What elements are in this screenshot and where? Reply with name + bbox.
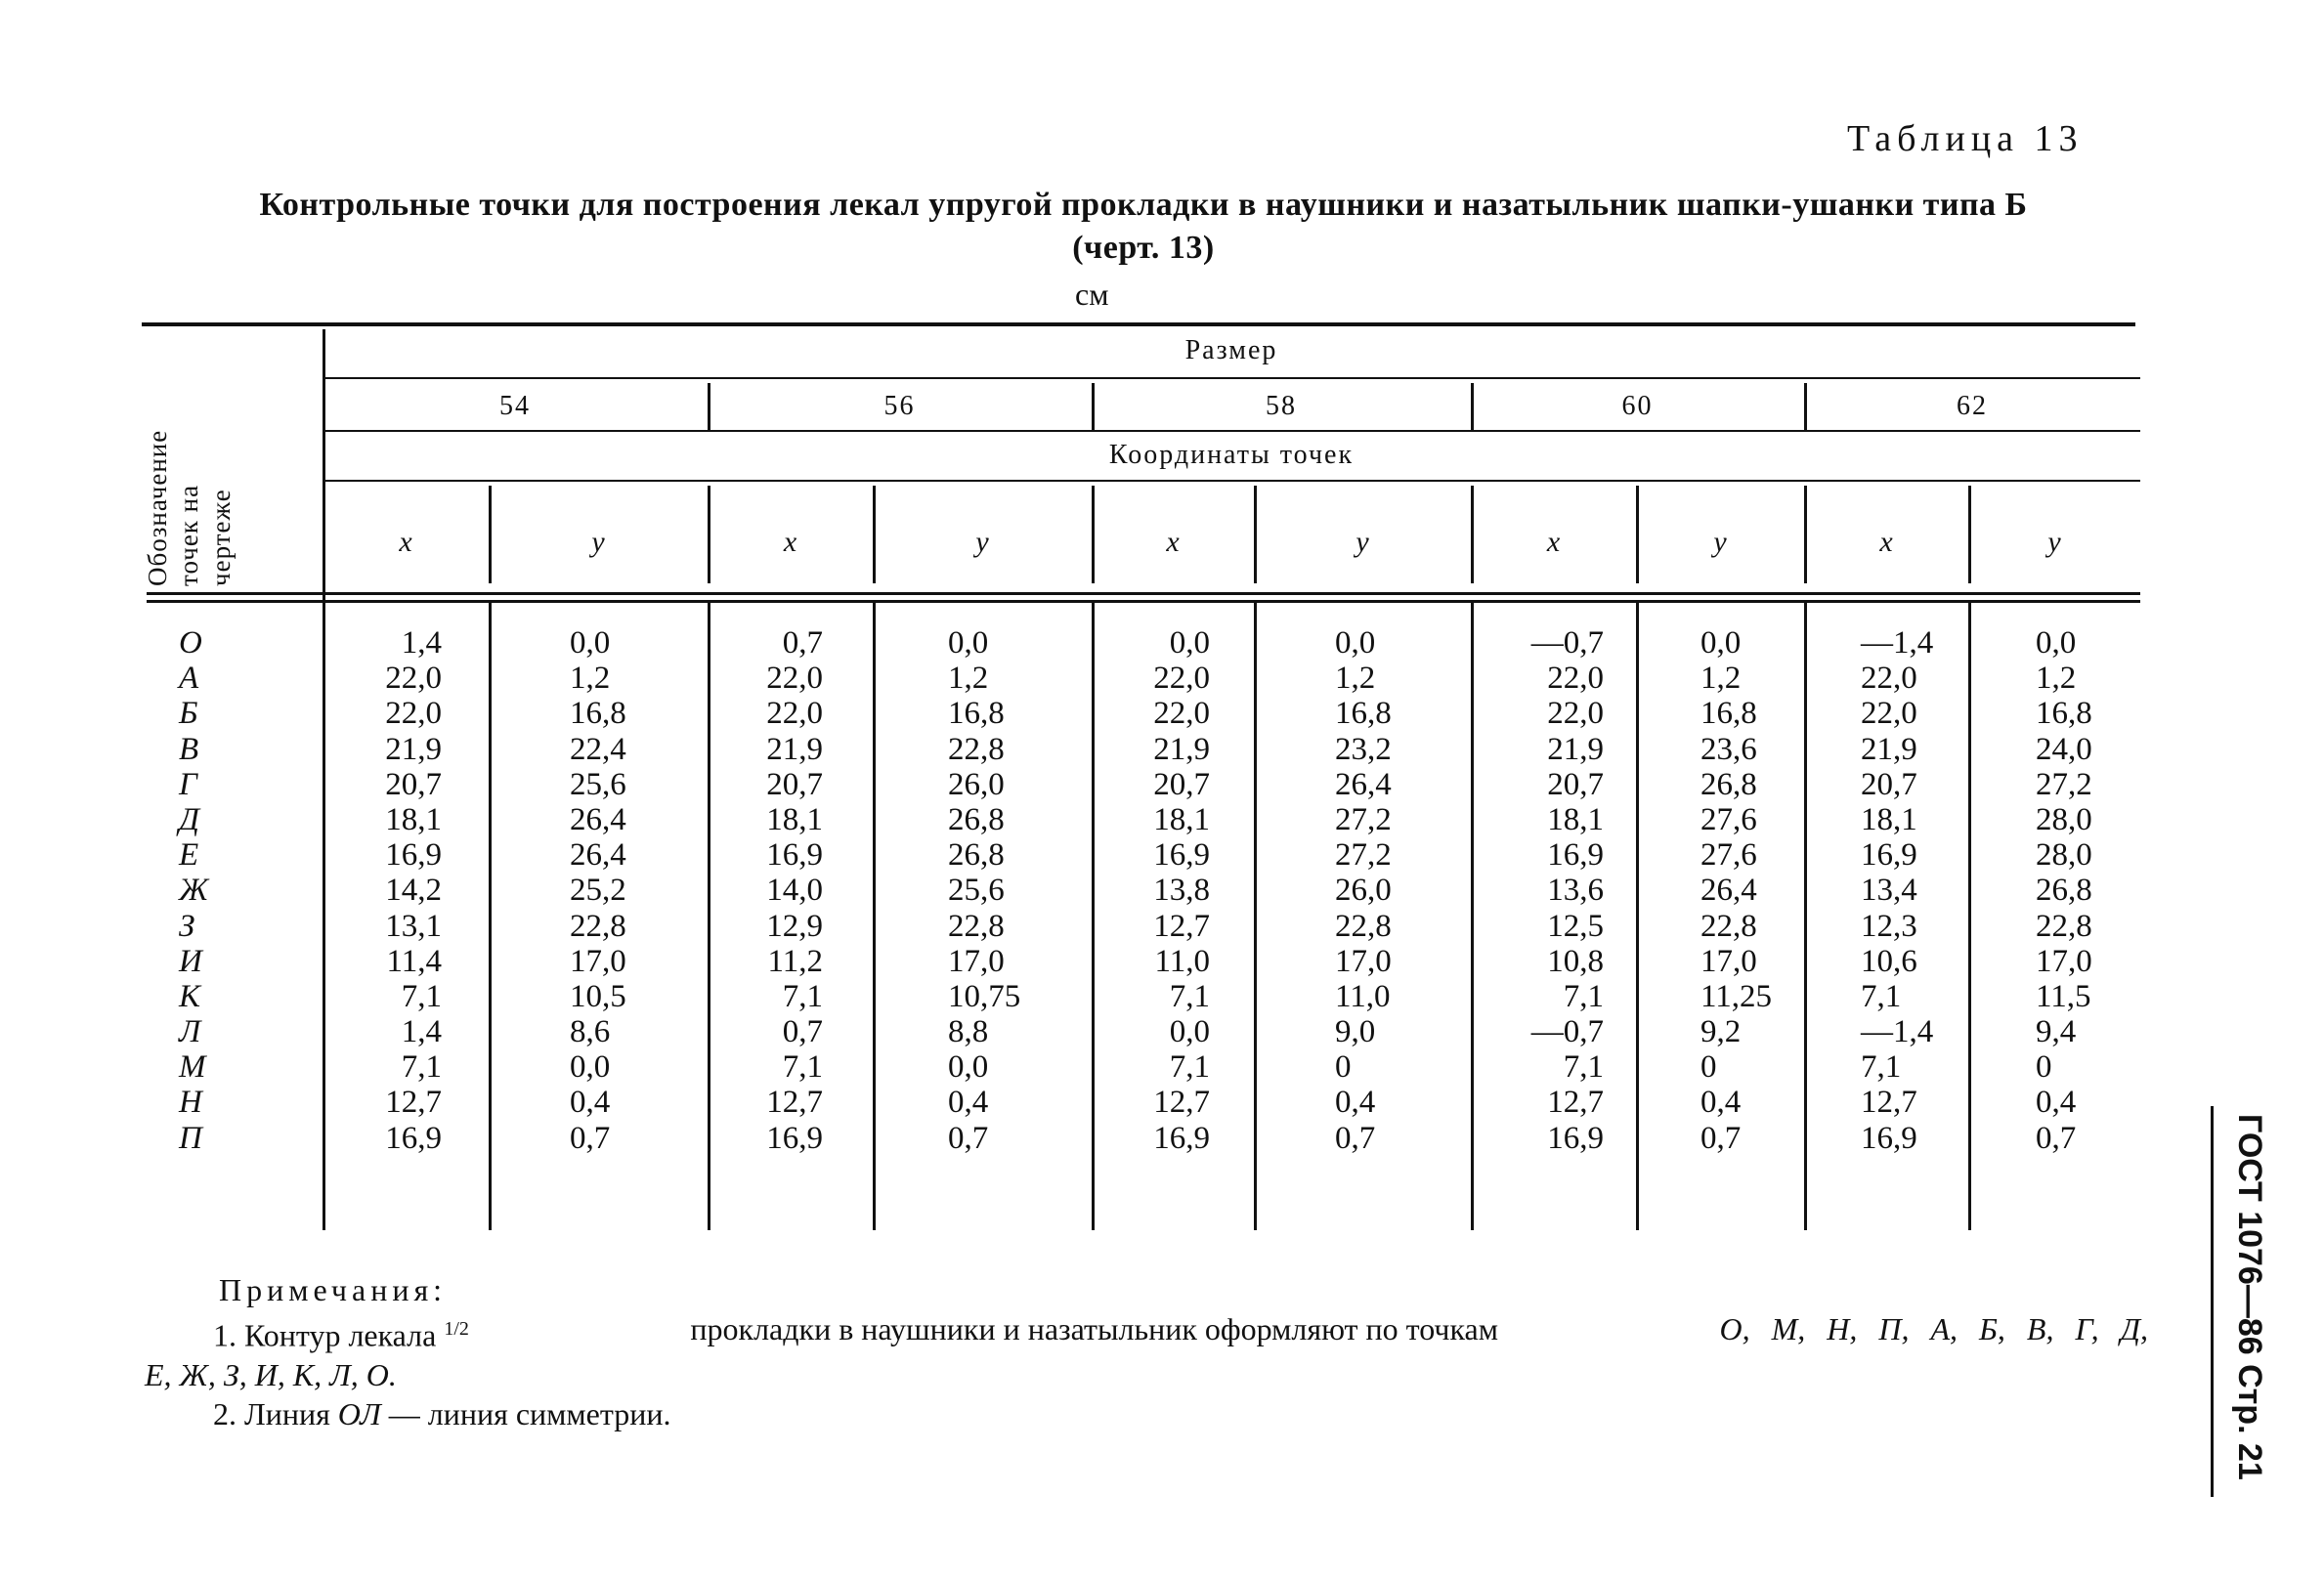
table-cell: 20,7 (766, 766, 823, 802)
table-cell: 27,6 (1700, 837, 1757, 874)
point-label: П (179, 1120, 202, 1156)
table-cell: 7,1 (401, 978, 442, 1014)
table-caption (137, 184, 2150, 270)
point-label: Г (179, 766, 197, 802)
table-cell: 26,4 (1335, 766, 1392, 802)
table-cell: 25,2 (570, 873, 626, 909)
table-cell: —1,4 (1861, 625, 1934, 661)
point-label: З (179, 908, 195, 944)
table-cell: 18,1 (1861, 801, 1917, 837)
caption-line2: (черт. 13) (1072, 230, 1215, 267)
note-1-line-2: Е, Ж, З, И, К, Л, О. (145, 1356, 397, 1392)
point-label: А (179, 661, 199, 697)
table-cell: 22,0 (1547, 661, 1604, 697)
table-cell: 12,9 (766, 908, 823, 944)
table-cell: 0,4 (948, 1085, 989, 1121)
table-label: Таблица 13 (1847, 118, 2084, 159)
table-cell: 16,8 (948, 696, 1005, 732)
table-cell: 16,9 (1547, 837, 1604, 874)
column-divider (1968, 603, 1971, 1230)
table-cell: 0,4 (1335, 1085, 1376, 1121)
table-cell: 0,0 (1169, 625, 1210, 661)
table-cell: 26,4 (570, 837, 626, 874)
table-cell: 0,0 (570, 625, 611, 661)
table-cell: 28,0 (2036, 801, 2092, 837)
table-cell: 1,2 (1335, 661, 1376, 697)
table-cell: 17,0 (948, 943, 1005, 979)
column-divider (708, 603, 710, 1230)
table-cell: 26,0 (948, 766, 1005, 802)
note-point: В, (2026, 1311, 2054, 1346)
table-cell: 0,7 (2036, 1120, 2077, 1156)
table-cell: 1,2 (1700, 661, 1742, 697)
axis-y: y (975, 526, 989, 558)
table-cell: 12,7 (1861, 1085, 1917, 1121)
table-cell: 22,8 (570, 908, 626, 944)
value-column (1700, 625, 1772, 1156)
point-label: О (179, 625, 202, 661)
table-cell: 16,8 (1700, 696, 1757, 732)
table-cell: 16,8 (1335, 696, 1392, 732)
table-cell: 11,5 (2036, 978, 2091, 1014)
table-cell: 26,8 (1700, 766, 1757, 802)
table-cell: 23,2 (1335, 731, 1392, 767)
note-1-line-1: 1. Контур лекала $^{1/2}$ прокладки в наушники и назатыльник оформляют по точкам О, М, Н, П, А, Б, В, Г, Д, (213, 1311, 2148, 1353)
table-cell: 11,2 (767, 943, 823, 979)
value-column (1531, 625, 1604, 1156)
point-label: Е (179, 837, 199, 874)
table-cell: 0,7 (782, 625, 823, 661)
table-cell: 21,9 (1153, 731, 1210, 767)
column-divider (489, 603, 492, 1230)
table-cell: 21,9 (1861, 731, 1917, 767)
table-cell: 7,1 (1861, 1049, 1902, 1086)
axis-x: x (1546, 526, 1561, 558)
table-cell: 12,3 (1861, 908, 1917, 944)
axis-x: x (1879, 526, 1893, 558)
value-column (766, 625, 823, 1156)
table-cell: —0,7 (1530, 625, 1604, 661)
value-column (2036, 625, 2092, 1156)
table-cell: 1,2 (2036, 661, 2077, 697)
table-cell: 14,2 (385, 873, 442, 909)
table-cell: 11,25 (1700, 978, 1773, 1014)
table-cell: 13,8 (1153, 873, 1210, 909)
table-cell: 1,4 (401, 625, 442, 661)
table-cell: 0,0 (1700, 625, 1742, 661)
value-column (1335, 625, 1392, 1156)
table-cell: 12,7 (385, 1085, 442, 1121)
column-divider (1804, 603, 1807, 1230)
column-divider (1636, 603, 1639, 1230)
table-cell: 18,1 (385, 801, 442, 837)
table-cell: 0,7 (782, 1014, 823, 1050)
table-cell: 18,1 (1153, 801, 1210, 837)
size-rule (323, 377, 2140, 379)
table-cell: 16,9 (1861, 1120, 1917, 1156)
table-cell: 22,8 (2036, 908, 2092, 944)
header-double-rule-2 (147, 600, 2140, 603)
table-cell: 22,0 (385, 696, 442, 732)
column-divider (1254, 603, 1257, 1230)
table-cell: 26,0 (1335, 873, 1392, 909)
table-cell: 0,7 (1700, 1120, 1742, 1156)
table-cell: 0 (2036, 1049, 2052, 1086)
table-cell: 22,8 (1700, 908, 1757, 944)
table-cell: 9,4 (2036, 1014, 2077, 1050)
note-point: Д, (2120, 1311, 2148, 1346)
table-cell: 1,4 (401, 1014, 442, 1050)
note-point: Г, (2075, 1311, 2099, 1346)
table-cell: 8,6 (570, 1014, 611, 1050)
point-label: В (179, 731, 199, 767)
point-label: Н (179, 1085, 202, 1121)
notes-title: Примечания: (219, 1272, 448, 1307)
note-point: Б, (1979, 1311, 2005, 1346)
axis-x: x (783, 526, 797, 558)
size-58: 58 (1266, 391, 1297, 421)
table-cell: 16,8 (2036, 696, 2092, 732)
table-cell: 7,1 (401, 1049, 442, 1086)
note-2: 2. Линия ОЛ — линия симметрии. (213, 1395, 671, 1431)
table-cell: 17,0 (1335, 943, 1392, 979)
table-cell: 0,4 (1700, 1085, 1742, 1121)
point-label: К (179, 978, 200, 1014)
table-cell: 16,9 (1547, 1120, 1604, 1156)
table-cell: 16,9 (385, 1120, 442, 1156)
table-cell: 16,9 (1861, 837, 1917, 874)
table-cell: 17,0 (2036, 943, 2092, 979)
size-56: 56 (883, 391, 916, 421)
note-point: М, (1771, 1311, 1806, 1346)
point-label: И (179, 943, 202, 979)
table-cell: 21,9 (385, 731, 442, 767)
table-cell: 18,1 (766, 801, 823, 837)
table-cell: 26,8 (948, 801, 1005, 837)
table-cell: 20,7 (385, 766, 442, 802)
table-cell: 14,0 (766, 873, 823, 909)
axis-y: y (1713, 526, 1727, 558)
table-cell: 13,1 (385, 908, 442, 944)
table-cell: 26,8 (948, 837, 1005, 874)
table-cell: 0,7 (948, 1120, 989, 1156)
table-cell: 17,0 (1700, 943, 1757, 979)
table-cell: 0 (1700, 1049, 1717, 1086)
table-cell: 13,6 (1547, 873, 1604, 909)
point-column (179, 625, 208, 1156)
caption-line1: Контрольные точки для построения лекал упругой прокладки в наушники и назатыльник шапки-ушанки типа Б (259, 187, 2028, 223)
table-cell: 7,1 (1563, 1049, 1604, 1086)
table-cell: 10,8 (1547, 943, 1604, 979)
table-cell: 18,1 (1547, 801, 1604, 837)
table-cell: 12,7 (1547, 1085, 1604, 1121)
table-cell: 21,9 (766, 731, 823, 767)
table-cell: 1,2 (570, 661, 611, 697)
table-cell: 22,8 (948, 908, 1005, 944)
table-cell: 20,7 (1153, 766, 1210, 802)
table-cell: 0,0 (2036, 625, 2077, 661)
axis-y: y (591, 526, 605, 558)
table-cell: 26,8 (2036, 873, 2092, 909)
table-cell: 10,6 (1861, 943, 1917, 979)
table-cell: 0,0 (570, 1049, 611, 1086)
coords-rule (323, 480, 2140, 482)
value-column (385, 625, 442, 1156)
table-cell: —0,7 (1530, 1014, 1604, 1050)
table-cell: 7,1 (782, 978, 823, 1014)
table-cell: 24,0 (2036, 731, 2092, 767)
table-cell: 11,0 (1335, 978, 1391, 1014)
table-cell: 16,9 (1153, 837, 1210, 874)
table-cell: 11,0 (1154, 943, 1210, 979)
table-cell: 7,1 (1563, 978, 1604, 1014)
note-point: А, (1930, 1311, 1958, 1346)
table-cell: 12,7 (1153, 1085, 1210, 1121)
table-cell: 17,0 (570, 943, 626, 979)
table-cell: —1,4 (1861, 1014, 1934, 1050)
table-cell: 16,9 (385, 837, 442, 874)
axis-y: y (1356, 526, 1369, 558)
value-column (948, 625, 1020, 1156)
size-62: 62 (1957, 391, 1988, 421)
table-cell: 11,4 (386, 943, 442, 979)
table-cell: 22,0 (1861, 661, 1917, 697)
table-cell: 27,2 (1335, 837, 1392, 874)
table-cell: 1,2 (948, 661, 989, 697)
table-cell: 20,7 (1547, 766, 1604, 802)
table-cell: 22,0 (1547, 696, 1604, 732)
table-cell: 25,6 (948, 873, 1005, 909)
table-cell: 21,9 (1547, 731, 1604, 767)
note-point: О, (1719, 1311, 1750, 1346)
table-cell: 7,1 (782, 1049, 823, 1086)
table-cell: 12,7 (1153, 908, 1210, 944)
table-cell: 22,0 (766, 696, 823, 732)
size-54: 54 (499, 391, 531, 421)
table-cell: 0,7 (570, 1120, 611, 1156)
column-divider (1092, 603, 1095, 1230)
table-cell: 0 (1335, 1049, 1352, 1086)
table-cell: 12,7 (766, 1085, 823, 1121)
point-label: Ж (179, 873, 209, 909)
value-column (570, 625, 626, 1156)
table-cell: 27,2 (1335, 801, 1392, 837)
table-cell: 0,0 (1169, 1014, 1210, 1050)
point-label: М (179, 1049, 206, 1086)
table-cell: 20,7 (1861, 766, 1917, 802)
table-cell: 7,1 (1861, 978, 1902, 1014)
table-cell: 0,0 (1335, 625, 1376, 661)
unit-label: см (1075, 277, 1109, 312)
table-cell: 22,0 (766, 661, 823, 697)
axis-x: x (399, 526, 412, 558)
point-label: Д (179, 801, 199, 837)
table-cell: 10,75 (948, 978, 1021, 1014)
table-cell: 0,7 (1335, 1120, 1376, 1156)
column-divider (873, 603, 876, 1230)
table-cell: 13,4 (1861, 873, 1917, 909)
point-label: Л (179, 1014, 201, 1050)
table-cell: 22,8 (1335, 908, 1392, 944)
point-label: Б (179, 696, 198, 732)
table-cell: 16,9 (766, 1120, 823, 1156)
coords-header: Координаты точек (1108, 440, 1355, 470)
column-divider (1471, 603, 1474, 1230)
table-top-rule (142, 322, 2135, 326)
notes (145, 1270, 2148, 1433)
size-header: Размер (1184, 335, 1278, 365)
table-cell: 9,0 (1335, 1014, 1376, 1050)
note-point: П, (1878, 1311, 1910, 1346)
table-cell: 22,4 (570, 731, 626, 767)
table-cell: 25,6 (570, 766, 626, 802)
table-cell: 0,0 (948, 1049, 989, 1086)
side-rule (2211, 1106, 2214, 1497)
value-column (1153, 625, 1210, 1156)
table-cell: 22,0 (1153, 696, 1210, 732)
table-cell: 9,2 (1700, 1014, 1742, 1050)
table-cell: 28,0 (2036, 837, 2092, 874)
value-column (1861, 625, 1933, 1156)
size-bottom-rule (323, 430, 2140, 432)
table-cell: 16,9 (766, 837, 823, 874)
page-footer-label: ГОСТ 1076—86 Стр. 21 (2231, 1114, 2268, 1480)
table-cell: 27,6 (1700, 801, 1757, 837)
table-cell: 7,1 (1169, 978, 1210, 1014)
table-cell: 0,4 (2036, 1085, 2077, 1121)
table-cell: 22,0 (1153, 661, 1210, 697)
header-double-rule-1 (147, 592, 2140, 595)
table-cell: 22,0 (385, 661, 442, 697)
axis-x: x (1166, 526, 1180, 558)
table-cell: 8,8 (948, 1014, 989, 1050)
axis-y: y (2047, 526, 2061, 558)
table-cell: 16,8 (570, 696, 626, 732)
table-cell: 0,0 (948, 625, 989, 661)
table-cell: 26,4 (570, 801, 626, 837)
size-60: 60 (1621, 391, 1654, 421)
table-cell: 22,0 (1861, 696, 1917, 732)
table-cell: 12,5 (1547, 908, 1604, 944)
table-cell: 23,6 (1700, 731, 1757, 767)
table-cell: 10,5 (570, 978, 626, 1014)
table-cell: 26,4 (1700, 873, 1757, 909)
note-point: Н, (1827, 1311, 1858, 1346)
table-cell: 16,9 (1153, 1120, 1210, 1156)
table-cell: 22,8 (948, 731, 1005, 767)
table-cell: 27,2 (2036, 766, 2092, 802)
table-cell: 0,4 (570, 1085, 611, 1121)
row-header-label: Обозначение точек на чертеже (143, 429, 236, 586)
table-cell: 7,1 (1169, 1049, 1210, 1086)
